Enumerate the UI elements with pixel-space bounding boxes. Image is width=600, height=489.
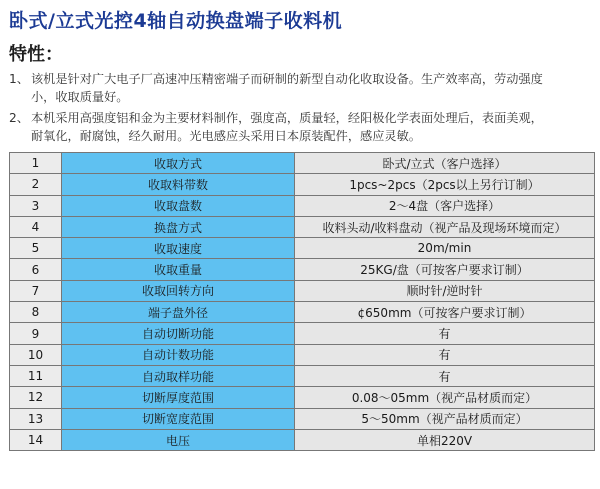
table-row bbox=[10, 280, 595, 301]
table-row bbox=[10, 174, 595, 195]
feature-paragraph bbox=[9, 109, 597, 145]
feature-text-line: 本机采用高强度铝和金为主要材料制作，强度高，质量轻，经阳极化学表面处理后，表面美观， bbox=[31, 111, 543, 125]
table-row bbox=[10, 323, 595, 344]
row-index-cell: 3 bbox=[10, 195, 62, 216]
feature-text-line: 该机是针对广大电子厂高速冲压精密端子而研制的新型自动化收取设备。生产效率高，劳动强度 bbox=[31, 72, 543, 86]
row-value-cell: 顺时针/逆时针 bbox=[295, 280, 595, 301]
row-index-cell: 14 bbox=[10, 429, 62, 450]
row-value-cell: ¢650mm（可按客户要求订制） bbox=[295, 302, 595, 323]
row-value-cell: 有 bbox=[295, 323, 595, 344]
feature-number: 2、 bbox=[9, 111, 29, 125]
table-row bbox=[10, 302, 595, 323]
row-index-cell: 10 bbox=[10, 344, 62, 365]
row-value-cell: 25KG/盘（可按客户要求订制） bbox=[295, 259, 595, 280]
table-row bbox=[10, 216, 595, 237]
row-index-cell: 12 bbox=[10, 387, 62, 408]
feature-number: 1、 bbox=[9, 72, 29, 86]
feature-text-line: 小，收取质量好。 bbox=[31, 90, 129, 104]
feature-text-line: 耐氧化，耐腐蚀，经久耐用。光电感应头采用日本原装配件，感应灵敏。 bbox=[31, 129, 421, 143]
row-item-cell: 自动取样功能 bbox=[62, 365, 295, 386]
row-item-cell: 收取盘数 bbox=[62, 195, 295, 216]
row-index-cell: 2 bbox=[10, 174, 62, 195]
row-item-cell: 端子盘外径 bbox=[62, 302, 295, 323]
row-index-cell: 7 bbox=[10, 280, 62, 301]
row-item-cell: 自动计数功能 bbox=[62, 344, 295, 365]
row-index-cell: 9 bbox=[10, 323, 62, 344]
row-item-cell: 自动切断功能 bbox=[62, 323, 295, 344]
row-value-cell: 收料头动/收料盘动（视产品及现场环境而定） bbox=[295, 216, 595, 237]
row-item-cell: 收取速度 bbox=[62, 238, 295, 259]
spec-table-body bbox=[10, 153, 595, 451]
row-value-cell: 5～50mm（视产品材质而定） bbox=[295, 408, 595, 429]
feature-paragraph bbox=[9, 70, 597, 106]
spec-table bbox=[9, 152, 595, 451]
row-item-cell: 电压 bbox=[62, 429, 295, 450]
row-index-cell: 4 bbox=[10, 216, 62, 237]
row-index-cell: 5 bbox=[10, 238, 62, 259]
row-index-cell: 11 bbox=[10, 365, 62, 386]
table-row bbox=[10, 195, 595, 216]
table-row bbox=[10, 344, 595, 365]
row-index-cell: 6 bbox=[10, 259, 62, 280]
features-heading: 特性： bbox=[9, 44, 63, 65]
row-index-cell: 8 bbox=[10, 302, 62, 323]
table-row bbox=[10, 365, 595, 386]
row-index-cell: 13 bbox=[10, 408, 62, 429]
row-value-cell: 单相220V bbox=[295, 429, 595, 450]
table-row bbox=[10, 259, 595, 280]
table-row bbox=[10, 429, 595, 450]
row-item-cell: 收取方式 bbox=[62, 153, 295, 174]
row-item-cell: 收取回转方向 bbox=[62, 280, 295, 301]
table-row bbox=[10, 408, 595, 429]
row-value-cell: 2～4盘（客户选择） bbox=[295, 195, 595, 216]
table-row bbox=[10, 387, 595, 408]
row-item-cell: 收取重量 bbox=[62, 259, 295, 280]
row-item-cell: 切断厚度范围 bbox=[62, 387, 295, 408]
table-row bbox=[10, 153, 595, 174]
row-item-cell: 切断宽度范围 bbox=[62, 408, 295, 429]
row-index-cell: 1 bbox=[10, 153, 62, 174]
row-value-cell: 1pcs~2pcs（2pcs以上另行订制） bbox=[295, 174, 595, 195]
row-value-cell: 卧式/立式（客户选择） bbox=[295, 153, 595, 174]
row-value-cell: 20m/min bbox=[295, 238, 595, 259]
row-value-cell: 有 bbox=[295, 365, 595, 386]
row-value-cell: 有 bbox=[295, 344, 595, 365]
row-item-cell: 换盘方式 bbox=[62, 216, 295, 237]
row-value-cell: 0.08～05mm（视产品材质而定） bbox=[295, 387, 595, 408]
page-title: 卧式/立式光控4轴自动换盘端子收料机 bbox=[9, 10, 343, 32]
row-item-cell: 收取料带数 bbox=[62, 174, 295, 195]
table-row bbox=[10, 238, 595, 259]
